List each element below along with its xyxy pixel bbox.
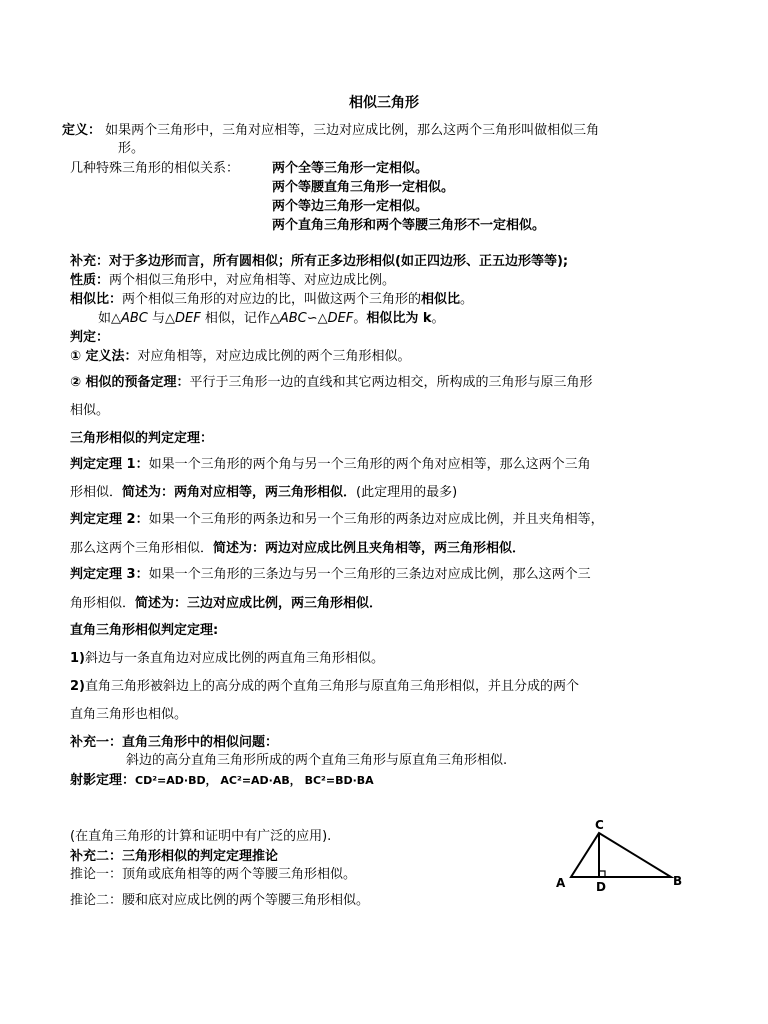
supp2-line xyxy=(70,848,278,866)
page-title: 相似三角形 xyxy=(349,95,419,111)
property-label: 性质： xyxy=(70,273,110,288)
definition-label: 定义： xyxy=(62,123,102,138)
right-rule-num: 2) xyxy=(70,679,85,694)
theorem-2-text: 如果一个三角形的两条边和另一个三角形的两条边对应成比例，并且夹角相等， xyxy=(148,512,604,527)
special-item: 两个等边三角形一定相似。 xyxy=(272,199,429,214)
supplement-polygon: 补充：对于多边形而言，所有圆相似；所有正多边形相似(如正四边形、正五边形等等); xyxy=(70,254,569,269)
theorem-3 xyxy=(70,566,591,584)
theorem-1 xyxy=(70,456,591,474)
definition-line-2: 形。 xyxy=(118,141,145,156)
vertex-label-c: C xyxy=(595,818,604,832)
triangle-abc xyxy=(571,833,671,877)
corollary-1-label: 推论一： xyxy=(70,867,123,882)
projection-label: 射影定理： xyxy=(70,773,136,788)
theorem-2-brief: 简述为：两边对应成比例且夹角相等，两三角形相似． xyxy=(213,541,526,556)
theorem-2-label: 判定定理 2： xyxy=(70,512,149,527)
supp1-title: 直角三角形中的相似问题： xyxy=(122,735,279,750)
corollary-2-label: 推论二： xyxy=(70,893,123,908)
definition-line-1 xyxy=(62,122,599,140)
supp2-label: 补充二： xyxy=(70,849,123,864)
theorem-1-brief: 简述为：两角对应相等，两三角形相似． xyxy=(122,485,357,500)
property-text: 两个相似三角形中，对应角相等、对应边成比例。 xyxy=(109,273,396,288)
ex-text: 如△ xyxy=(98,311,121,326)
corollary-2 xyxy=(70,892,369,910)
ratio-text: 两个相似三角形的对应边的比，叫做这两个三角形的 xyxy=(122,292,422,307)
theorem-3-cont xyxy=(70,595,382,613)
theorem-3-label: 判定定理 3： xyxy=(70,567,149,582)
corollary-1 xyxy=(70,866,356,884)
right-heading: 直角三角形相似判定定理: xyxy=(70,623,219,638)
right-rule-num: 1) xyxy=(70,651,85,666)
method-2-text: 平行于三角形一边的直线和其它两边相交，所构成的三角形与原三角形 xyxy=(189,375,593,390)
vertex-label-b: B xyxy=(673,874,683,888)
ex-abc: ABC xyxy=(121,311,148,326)
theorem-2-cont xyxy=(70,540,525,558)
ex-abc: ABC xyxy=(279,311,307,326)
supp1-text: 斜边的高分直角三角形所成的两个直角三角形与原直角三角形相似. xyxy=(126,753,508,768)
theorems-heading: 三角形相似的判定定理： xyxy=(70,431,214,446)
theorem-1-label: 判定定理 1： xyxy=(70,457,149,472)
theorem-1-note: (此定理用的最多) xyxy=(356,485,458,500)
special-item: 两个全等三角形一定相似。 xyxy=(272,161,429,176)
corollary-2-text: 腰和底对应成比例的两个等腰三角形相似。 xyxy=(122,893,370,908)
method-1 xyxy=(70,348,411,366)
theorem-1-cont xyxy=(70,484,457,502)
ratio-line xyxy=(70,291,473,309)
ex-text: 与△ xyxy=(147,311,176,326)
right-rule-text: 斜边与一条直角边对应成比例的两直角三角形相似。 xyxy=(85,651,385,666)
theorem-2 xyxy=(70,511,604,529)
corollary-1-text: 顶角或底角相等的两个等腰三角形相似。 xyxy=(122,867,357,882)
theorem-3-text: 角形相似． xyxy=(70,596,136,611)
judge-label: 判定： xyxy=(70,330,110,345)
ex-bold: 相似比为 k xyxy=(366,311,432,326)
theorem-3-brief: 简述为：三边对应成比例，两三角形相似． xyxy=(135,596,383,611)
right-triangle-figure xyxy=(553,815,688,895)
supp1-label: 补充一： xyxy=(70,735,123,750)
right-rule-2 xyxy=(70,678,579,696)
supp2-title: 三角形相似的判定定理推论 xyxy=(122,849,279,864)
vertex-label-d: D xyxy=(596,880,606,894)
method-2-cont: 相似。 xyxy=(70,403,110,418)
method-2 xyxy=(70,374,593,392)
vertex-label-a: A xyxy=(556,876,566,890)
ex-def: DEF xyxy=(327,311,354,326)
special-item: 两个等腰直角三角形一定相似。 xyxy=(272,180,455,195)
projection-formula: CD²=AD·BD， AC²=AD·AB， BC²=BD·BA xyxy=(135,774,374,787)
right-rule-1 xyxy=(70,650,384,668)
ratio-label: 相似比： xyxy=(70,292,123,307)
theorem-1-text: 形相似． xyxy=(70,485,123,500)
ex-def: DEF xyxy=(175,311,201,326)
ratio-end: 。 xyxy=(460,292,474,307)
ex-text: 。 xyxy=(353,311,367,326)
ratio-bold: 相似比 xyxy=(421,292,461,307)
right-rule-text: 直角三角形被斜边上的高分成的两个直角三角形与原直角三角形相似，并且分成的两个 xyxy=(85,679,580,694)
ex-text: 相似，记作△ xyxy=(200,311,280,326)
definition-text: 如果两个三角形中，三角对应相等，三边对应成比例，那么这两个三角形叫做相似三角 xyxy=(105,123,600,138)
theorem-2-text: 那么这两个三角形相似． xyxy=(70,541,214,556)
theorem-1-text: 如果一个三角形的两个角与另一个三角形的两个角对应相等，那么这两个三角 xyxy=(148,457,591,472)
right-rule-2-cont: 直角三角形也相似。 xyxy=(70,707,188,722)
theorem-3-text: 如果一个三角形的三条边与另一个三角形的三条边对应成比例，那么这两个三 xyxy=(148,567,591,582)
method-2-label: ② 相似的预备定理： xyxy=(70,375,190,390)
ex-text: 。 xyxy=(431,311,445,326)
supp1-line xyxy=(70,734,278,752)
projection-line xyxy=(70,772,374,790)
ex-text: ∽△ xyxy=(306,311,328,326)
ratio-example xyxy=(98,310,445,328)
property-line xyxy=(70,272,395,290)
special-item: 两个直角三角形和两个等腰三角形不一定相似。 xyxy=(272,218,546,233)
special-intro: 几种特殊三角形的相似关系： xyxy=(70,161,240,176)
method-1-label: ① 定义法： xyxy=(70,349,138,364)
usage-note: (在直角三角形的计算和证明中有广泛的应用). xyxy=(70,829,332,844)
method-1-text: 对应角相等，对应边成比例的两个三角形相似。 xyxy=(137,349,411,364)
